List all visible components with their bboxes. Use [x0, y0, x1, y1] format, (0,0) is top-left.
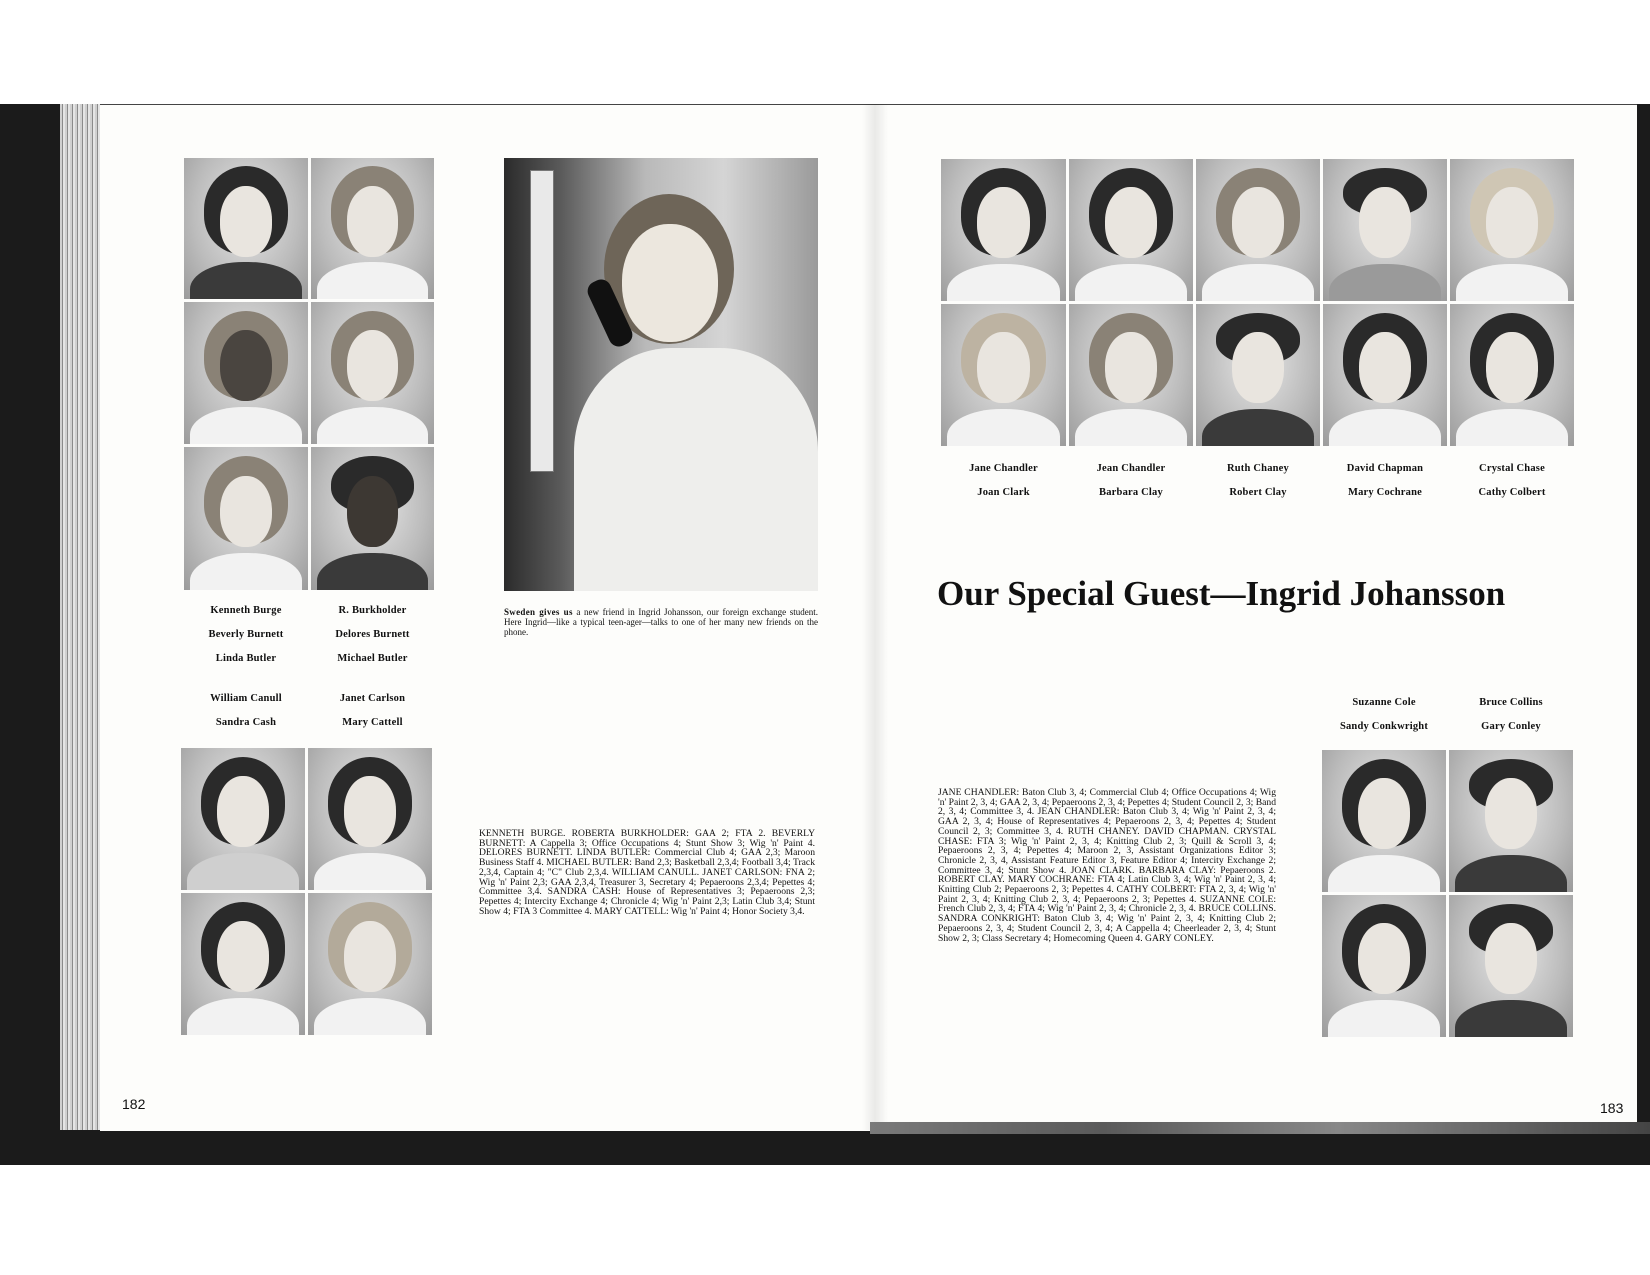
portrait-photo: [308, 893, 432, 1035]
portrait-photo: [1449, 895, 1573, 1037]
portrait-photo: [311, 302, 434, 444]
student-name: Delores Burnett: [335, 629, 410, 640]
portrait-photo: [1322, 750, 1446, 892]
portrait-photo: [184, 447, 308, 590]
student-name: Sandy Conkwright: [1339, 721, 1429, 732]
feature-photo-caption: [504, 607, 818, 637]
student-name: Michael Butler: [337, 653, 408, 664]
caption-lead: Sweden gives us: [504, 607, 573, 617]
student-name: Ruth Chaney: [1226, 463, 1289, 474]
portrait-photo: [941, 304, 1066, 446]
portrait-photo: [1196, 304, 1320, 446]
portrait-photo: [1323, 304, 1447, 446]
portrait-photo: [184, 302, 308, 444]
student-name: Beverly Burnett: [208, 629, 284, 640]
portrait-photo: [184, 158, 308, 299]
caption-text: a new friend in Ingrid Johansson, our foreign exchange student. Here Ingrid—like a typical teen-ager—talks to one of her many new friends on the phone.: [504, 607, 818, 637]
page-number: 182: [122, 1096, 146, 1112]
book-gutter: [862, 104, 888, 1130]
student-name: Robert Clay: [1229, 487, 1287, 498]
student-name: R. Burkholder: [338, 605, 407, 616]
page-headline: Our Special Guest—Ingrid Johansson: [937, 574, 1506, 613]
portrait-photo: [1069, 159, 1193, 301]
student-name: Suzanne Cole: [1352, 697, 1416, 708]
student-name: Joan Clark: [977, 487, 1030, 498]
student-name: Mary Cochrane: [1347, 487, 1423, 498]
student-name: William Canull: [210, 693, 282, 704]
feature-photo-ingrid-on-phone: [504, 158, 818, 591]
student-name: Mary Cattell: [342, 717, 403, 728]
page-number: 183: [1600, 1100, 1624, 1116]
student-name: Kenneth Burge: [210, 605, 282, 616]
student-activities-text: JANE CHANDLER: Baton Club 3, 4; Commercial Club 4; Office Occupations 4; Wig 'n' Paint 2, 3, 4; GAA 2, 3, 4; Pepaeroons 2, 3, 4; Pepettes 4; Student Council 2, 3; Band 2, 3, 4; Committee 3, 4. JEAN CHANDLER: Baton Club 3, 4; Wig 'n' Paint 2, 3, 4; GAA 2, 3, 4; House of Representatives 4; Pepaeroons 2, 3, 4; Pepettes 4; Student Council 2, 3; Committee 3, 4. RUTH CHANEY. DAVID CHAPMAN. CRYSTAL CHASE: FTA 3; Wig 'n' Paint 2, 3, 4; Knitting Club 2, 3; Quill & Scroll 3, 4; Pepaeroons 2, 3, 4; Pepettes 4; Maroon 2, 3, Assistant Organizations Editor 3; Chronicle 2, 3, 4, Assistant Feature Editor 3, Feature Editor 4; Intercity Exchange 2; Committee 3, 4; Stunt Show 4. JOAN CLARK. BARBARA CLAY: Pepaeroons 2. ROBERT CLAY. MARY COCHRANE: FTA 4; Latin Club 3, 4; Wig 'n' Paint 2, 3, 4; Knitting Club 2; Pepaeroons 2, 3; Pepettes 4. CATHY COLBERT: FTA 2, 3, 4; Wig 'n' Paint 2, 3, 4; Knitting Club 2, 3, 4; Pepaeroons 2, 3; Pepettes 4. SUZANNE COLE: French Club 2, 3, 4; FTA 4; Wig 'n' Paint 2, 3, 4; Chronicle 2, 3, 4. BRUCE COLLINS. SANDRA CONKRIGHT: Baton Club 3, 4; Wig 'n' Paint 2, 3, 4; Knitting Club 2; Pepaeroons 2, 3, 4; Student Council 2, 3, 4; A Cappella 4; Cheerleader 2, 3, 4; Stunt Show 2, 3; Class Secretary 4; Homecoming Queen 4. GARY CONLEY.: [938, 787, 1276, 944]
student-name: David Chapman: [1346, 463, 1424, 474]
portrait-photo: [181, 893, 305, 1035]
student-name: Crystal Chase: [1479, 463, 1545, 474]
student-name: Jean Chandler: [1096, 463, 1166, 474]
portrait-photo: [1069, 304, 1193, 446]
student-name: Barbara Clay: [1099, 487, 1163, 498]
portrait-photo: [308, 748, 432, 890]
student-name: Gary Conley: [1481, 721, 1541, 732]
book-page-edges: [60, 104, 104, 1130]
portrait-photo: [1323, 159, 1447, 301]
student-name: Sandra Cash: [215, 717, 277, 728]
student-name: Cathy Colbert: [1478, 487, 1546, 498]
portrait-photo: [1450, 159, 1574, 301]
student-activities-text: KENNETH BURGE. ROBERTA BURKHOLDER: GAA 2; FTA 2. BEVERLY BURNETT: A Cappella 3; Office Occupations 4; Stunt Show 3; Wig 'n' Paint 4. DELORES BURNETT. LINDA BUTLER: Commercial Club 4; GAA 2,3; Maroon Business Staff 4. MICHAEL BUTLER: Band 2,3; Basketball 2,3,4; Football 3,4; Track 2,3,4, Captain 4; "C" Club 2,3,4. WILLIAM CANULL. JANET CARLSON: FNA 2; Wig 'n' Paint 2,3; GAA 2,3,4, Treasurer 3, Secretary 4; Pepaeroons 2,3,4; Pepettes 4; Committee 3,4. SANDRA CASH: House of Representatives 3; Pepaeroons 2,3; Pepettes 4; Intercity Exchange 4; Chronicle 4; Wig 'n' Paint 2,3; Latin Club 3,4; Stunt Show 4; FTA 3 Committee 4. MARY CATTELL: Wig 'n' Paint 4; Honor Society 3,4.: [479, 828, 815, 917]
student-name: Bruce Collins: [1479, 697, 1543, 708]
portrait-photo: [1322, 895, 1446, 1037]
portrait-photo: [1450, 304, 1574, 446]
portrait-photo: [311, 158, 434, 299]
portrait-photo: [181, 748, 305, 890]
portrait-photo: [1449, 750, 1573, 892]
portrait-photo: [311, 447, 434, 590]
scan-bottom-edge: [870, 1122, 1650, 1134]
student-name: Linda Butler: [215, 653, 277, 664]
portrait-photo: [941, 159, 1066, 301]
portrait-photo: [1196, 159, 1320, 301]
student-name: Jane Chandler: [969, 463, 1038, 474]
student-name: Janet Carlson: [339, 693, 406, 704]
